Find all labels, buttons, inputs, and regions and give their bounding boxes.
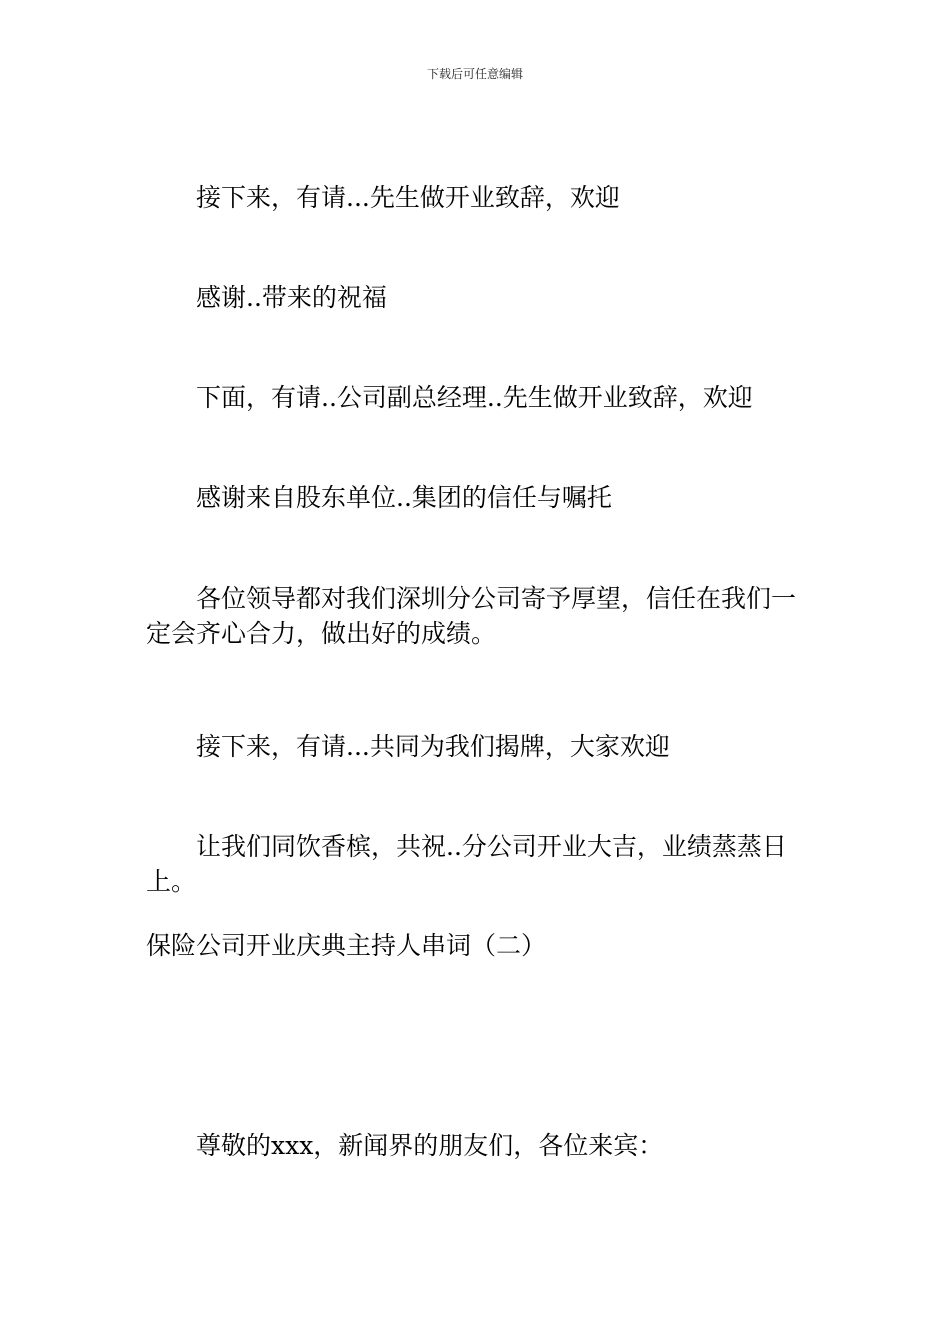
paragraph-7: 让我们同饮香槟，共祝..分公司开业大吉，业绩蒸蒸日上。 bbox=[146, 832, 787, 896]
page-header: 下载后可任意编辑 bbox=[426, 67, 523, 81]
section-title: 保险公司开业庆典主持人串词（二） bbox=[146, 931, 547, 960]
paragraph-1: 接下来，有请...先生做开业致辞，欢迎 bbox=[196, 183, 620, 212]
paragraph-3: 下面，有请..公司副总经理..先生做开业致辞，欢迎 bbox=[196, 383, 753, 412]
paragraph-6: 接下来，有请...共同为我们揭牌，大家欢迎 bbox=[196, 732, 670, 761]
paragraph-2: 感谢..带来的祝福 bbox=[196, 283, 387, 312]
greeting: 尊敬的xxx，新闻界的朋友们，各位来宾： bbox=[196, 1131, 664, 1160]
paragraph-5: 各位领导都对我们深圳分公司寄予厚望，信任在我们一定会齐心合力，做出好的成绩。 bbox=[146, 584, 797, 648]
paragraph-4: 感谢来自股东单位..集团的信任与嘱托 bbox=[196, 483, 612, 512]
